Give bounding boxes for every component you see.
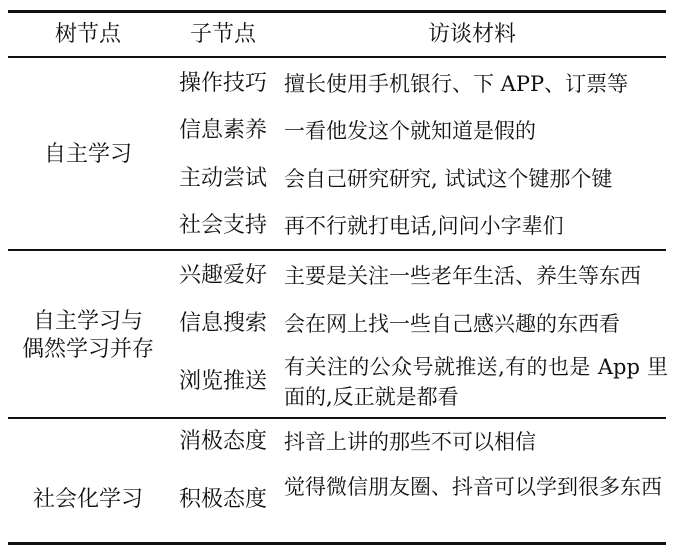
tree-node-2-line-1: 自主学习与 [32,309,143,334]
material-cell: 会在网上找一些自己感兴趣的东西看 [284,312,620,336]
child-node: 社会支持 [178,213,267,238]
material-cell: 主要是关注一些老年生活、养生等东西 [284,264,641,288]
header-tree-node: 树节点 [54,22,121,47]
table-header-rule [8,56,666,58]
interview-table [8,0,666,545]
child-node: 信息素养 [178,118,267,143]
tree-node-1-line-1: 自主学习 [43,142,132,167]
tree-node-3-line-1: 社会化学习 [32,487,143,512]
header-child-node: 子节点 [189,22,256,47]
child-node: 操作技巧 [178,71,267,96]
tree-node-2 [8,308,168,364]
material-cell: 抖音上讲的那些不可以相信 [284,430,536,454]
tree-node-2-line-2: 偶然学习并存 [21,337,154,362]
material-cell: 再不行就打电话,问问小字辈们 [284,214,564,238]
material-cell: 会自己研究研究, 试试这个键那个键 [284,167,613,191]
group-divider-1 [8,249,666,251]
tree-node-3 [8,486,168,514]
child-node: 消极态度 [178,429,267,454]
child-node: 浏览推送 [178,369,267,394]
child-node: 兴趣爱好 [178,263,267,288]
group-divider-2 [8,417,666,419]
child-node: 主动尝试 [178,166,267,191]
material-cell: 有关注的公众号就推送,有的也是 App 里面的,反正就是都看 [284,355,668,409]
material-cell: 觉得微信朋友圈、抖音可以学到很多东西 [284,475,662,499]
header-interview-material: 访谈材料 [427,22,516,47]
material-cell: 一看他发这个就知道是假的 [284,119,536,143]
child-node: 积极态度 [178,487,267,512]
tree-node-1 [8,141,168,169]
material-cell: 擅长使用手机银行、下 APP、订票等 [284,72,629,96]
child-node: 信息搜索 [178,311,267,336]
